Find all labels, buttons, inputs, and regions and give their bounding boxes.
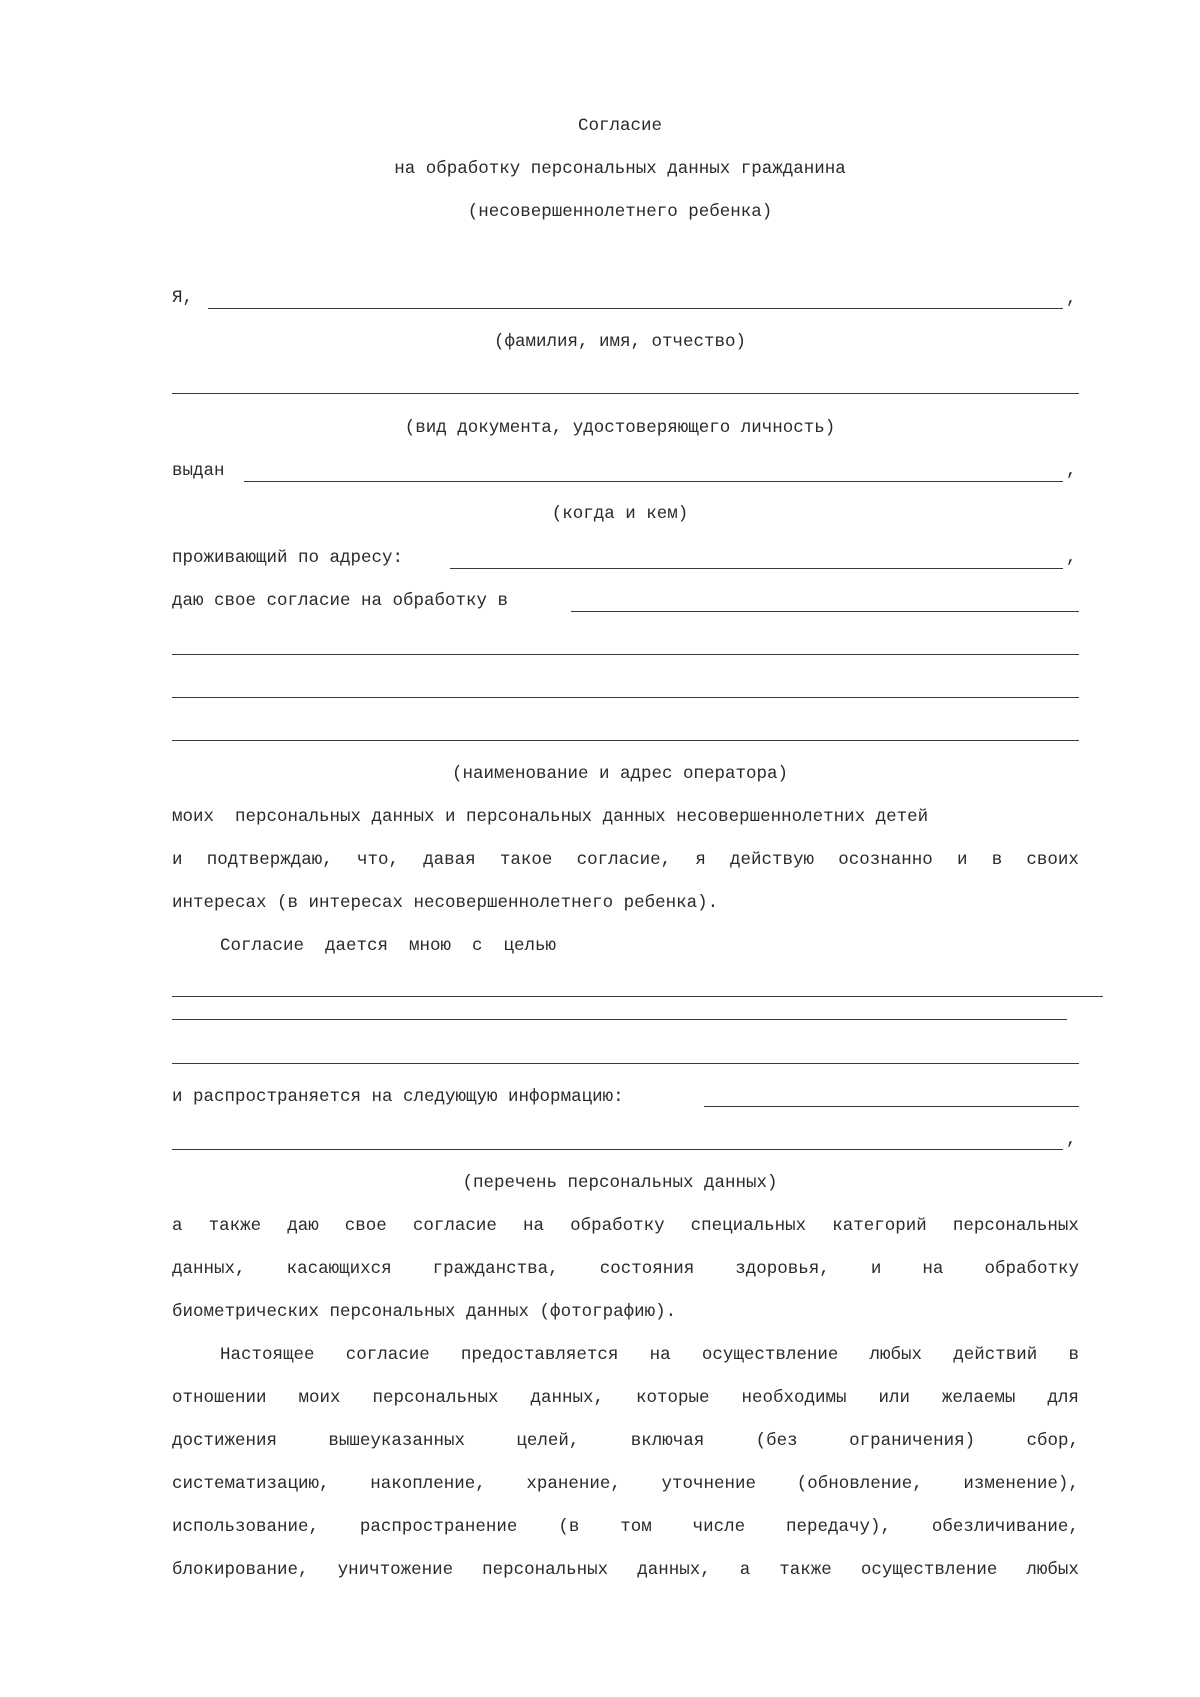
word: включая <box>630 1431 705 1451</box>
word: действий <box>953 1345 1038 1365</box>
word: а <box>739 1560 751 1580</box>
word: осуществление <box>860 1560 998 1580</box>
word: хранение, <box>526 1474 621 1494</box>
document-title: Согласие <box>577 116 662 136</box>
caption-fio: (фамилия, имя, отчество) <box>493 332 747 352</box>
word: подтверждаю, <box>206 850 333 870</box>
word: такое <box>499 850 553 870</box>
document-subtitle: на обработку персональных данных гражданина <box>394 159 846 179</box>
purpose-field-line-1[interactable] <box>172 996 1103 997</box>
word: вышеуказанных <box>328 1431 465 1451</box>
word: согласие, <box>576 850 672 870</box>
paragraph-3-line-1 <box>220 1344 1079 1366</box>
word: здоровья, <box>735 1259 830 1279</box>
word: категорий <box>832 1216 927 1236</box>
word: согласие <box>345 1345 430 1365</box>
word: числе <box>692 1517 746 1537</box>
comma: , <box>1066 1130 1077 1150</box>
word: достижения <box>172 1431 278 1451</box>
id-document-field-line[interactable] <box>172 393 1079 394</box>
word: (в <box>558 1517 580 1537</box>
word: обработку <box>984 1259 1079 1279</box>
word: гражданства, <box>432 1259 559 1279</box>
word: накопление, <box>370 1474 486 1494</box>
word: специальных <box>690 1216 807 1236</box>
word: обезличивание, <box>931 1517 1079 1537</box>
word: своих <box>1026 850 1079 870</box>
word: любых <box>869 1345 923 1365</box>
paragraph-2-line-1 <box>172 1215 1079 1237</box>
word: желаемы <box>941 1388 1016 1408</box>
operator-field-line-1[interactable] <box>571 611 1079 612</box>
word: или <box>878 1388 910 1408</box>
consent-to-label: даю свое согласие на обработку в <box>172 591 509 611</box>
word: (обновление, <box>796 1474 923 1494</box>
paragraph-1-line-3: интересах (в интересах несовершеннолетнего ребенка). <box>172 893 719 913</box>
paragraph-1-line-2 <box>172 849 1079 871</box>
caption-id-document: (вид документа, удостоверяющего личность) <box>404 418 836 438</box>
word: а <box>172 1216 183 1236</box>
word: изменение), <box>963 1474 1079 1494</box>
word: что, <box>356 850 399 870</box>
comma: , <box>1066 461 1077 481</box>
purpose-field-line-3[interactable] <box>172 1063 1079 1064</box>
word: давая <box>423 850 476 870</box>
word: на <box>649 1345 671 1365</box>
document-subtitle-minor: (несовершеннолетнего ребенка) <box>467 202 773 222</box>
word: обработку <box>570 1216 665 1236</box>
word: передачу), <box>785 1517 892 1537</box>
word: систематизацию, <box>172 1474 330 1494</box>
word: согласие <box>412 1216 497 1236</box>
operator-field-line-3[interactable] <box>172 697 1079 698</box>
paragraph-3-line-5 <box>172 1516 1079 1538</box>
caption-operator: (наименование и адрес оператора) <box>451 764 789 784</box>
word: распространение <box>359 1517 518 1537</box>
comma: , <box>1066 289 1077 309</box>
information-field-line-2[interactable] <box>172 1149 1063 1150</box>
word: данных, <box>172 1259 246 1279</box>
word: персональных <box>952 1216 1079 1236</box>
word: в <box>991 850 1003 870</box>
comma: , <box>1066 548 1077 568</box>
paragraph-3-line-4 <box>172 1473 1079 1495</box>
word: персональных <box>482 1560 609 1580</box>
word: данных, <box>637 1560 711 1580</box>
word: осознанно <box>838 850 933 870</box>
paragraph-3-line-6 <box>172 1559 1079 1581</box>
word: для <box>1047 1388 1079 1408</box>
word: также <box>779 1560 832 1580</box>
word: уничтожение <box>337 1560 454 1580</box>
caption-personal-data-list: (перечень персональных данных) <box>462 1173 778 1193</box>
word: состояния <box>599 1259 695 1279</box>
address-label: проживающий по адресу: <box>172 548 404 568</box>
operator-field-line-4[interactable] <box>172 740 1079 741</box>
word: (без <box>755 1431 798 1451</box>
word: использование, <box>172 1517 320 1537</box>
word: отношении <box>172 1388 267 1408</box>
word: также <box>208 1216 262 1236</box>
word: данных, <box>530 1388 604 1408</box>
word: ограничения) <box>849 1431 976 1451</box>
word: и <box>172 850 183 870</box>
issued-field-line[interactable] <box>244 481 1063 482</box>
caption-when-by-whom: (когда и кем) <box>551 504 689 524</box>
word: предоставляется <box>460 1345 619 1365</box>
word: уточнение <box>661 1474 757 1494</box>
ya-label: Я, <box>172 288 194 308</box>
word: блокирование, <box>172 1560 309 1580</box>
paragraph-3-line-3 <box>172 1430 1079 1452</box>
purpose-label: Согласие дается мною с целью <box>220 936 557 956</box>
word: даю <box>287 1216 319 1236</box>
word: касающихся <box>286 1259 392 1279</box>
fio-field-line[interactable] <box>208 308 1063 309</box>
word: которые <box>635 1388 710 1408</box>
paragraph-2-line-2 <box>172 1258 1079 1280</box>
word: и <box>870 1259 882 1279</box>
word: осуществление <box>701 1345 839 1365</box>
word: моих <box>298 1388 341 1408</box>
word: сбор, <box>1026 1431 1079 1451</box>
word: на <box>522 1216 544 1236</box>
word: свое <box>344 1216 387 1236</box>
word: в <box>1068 1345 1079 1365</box>
word: Настоящее <box>220 1345 315 1365</box>
word: я <box>695 850 706 870</box>
address-field-line[interactable] <box>450 568 1063 569</box>
paragraph-1-line-1: моих персональных данных и персональных данных несовершеннолетних детей <box>172 807 929 827</box>
word: персональных <box>372 1388 499 1408</box>
information-field-line-1[interactable] <box>704 1106 1079 1107</box>
issued-label: выдан <box>172 461 225 481</box>
word: на <box>922 1259 944 1279</box>
paragraph-2-line-3: биометрических персональных данных (фотографию). <box>172 1302 677 1322</box>
word: действую <box>730 850 815 870</box>
word: любых <box>1026 1560 1079 1580</box>
applies-to-label: и распространяется на следующую информацию: <box>172 1087 624 1107</box>
word: целей, <box>516 1431 580 1451</box>
operator-field-line-2[interactable] <box>172 654 1079 655</box>
paragraph-3-line-2 <box>172 1387 1079 1409</box>
word: том <box>620 1517 652 1537</box>
word: и <box>956 850 968 870</box>
purpose-field-line-2[interactable] <box>172 1019 1067 1020</box>
word: необходимы <box>741 1388 847 1408</box>
